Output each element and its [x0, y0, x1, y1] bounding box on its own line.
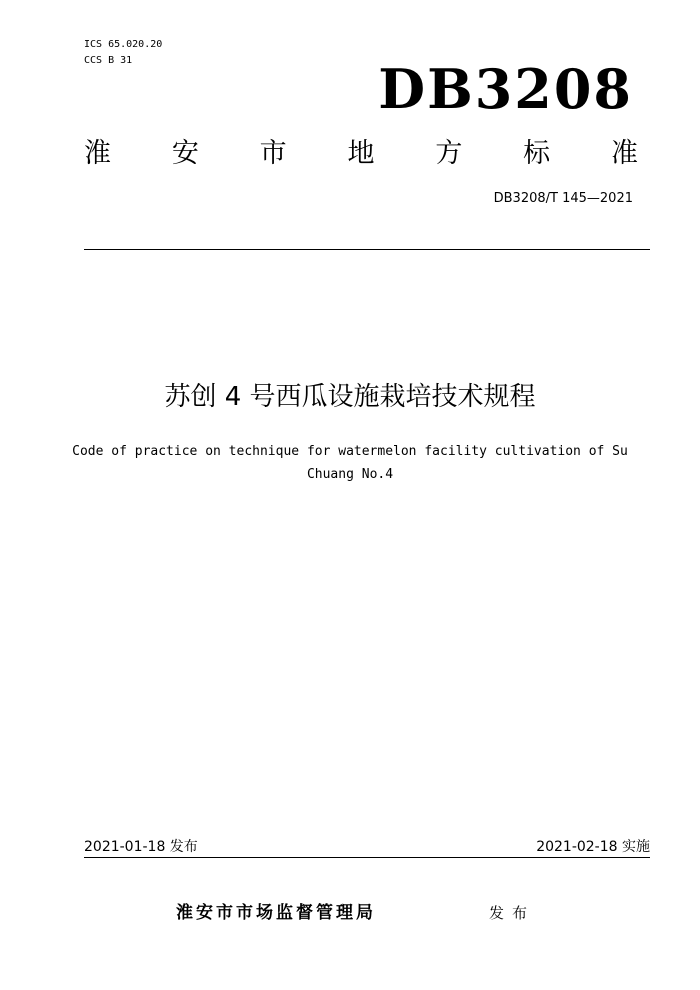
release-date: 2021-01-18 发布	[84, 839, 198, 855]
publish-word: 发布	[489, 904, 536, 922]
standard-type	[84, 136, 638, 172]
document-title-english	[50, 440, 650, 486]
standard-type-char: 安	[171, 138, 199, 169]
standard-number: DB3208/T 145—2021	[493, 191, 633, 206]
standard-type-char: 市	[259, 138, 287, 169]
standard-type-char: 淮	[84, 138, 111, 169]
title-english-line: Code of practice on technique for watermelon facility cultivation of Su	[72, 444, 628, 459]
implementation-date: 2021-02-18 实施	[536, 839, 650, 855]
document-title-chinese: 苏创 4 号西瓜设施栽培技术规程	[164, 382, 536, 412]
date-row	[84, 836, 650, 858]
header-divider	[84, 249, 650, 250]
ics-code: ICS 65.020.20	[84, 39, 163, 50]
title-english-line: Chuang No.4	[306, 467, 394, 482]
standard-type-char: 准	[610, 138, 638, 169]
db-mark: DB3208	[378, 57, 633, 121]
classification-codes	[84, 37, 162, 69]
publisher: 淮安市市场监督管理局	[176, 903, 376, 923]
standard-type-char: 地	[347, 138, 375, 169]
standard-type-char: 方	[435, 138, 463, 169]
ccs-code: CCS B 31	[84, 55, 133, 66]
standard-type-char: 标	[523, 138, 551, 169]
